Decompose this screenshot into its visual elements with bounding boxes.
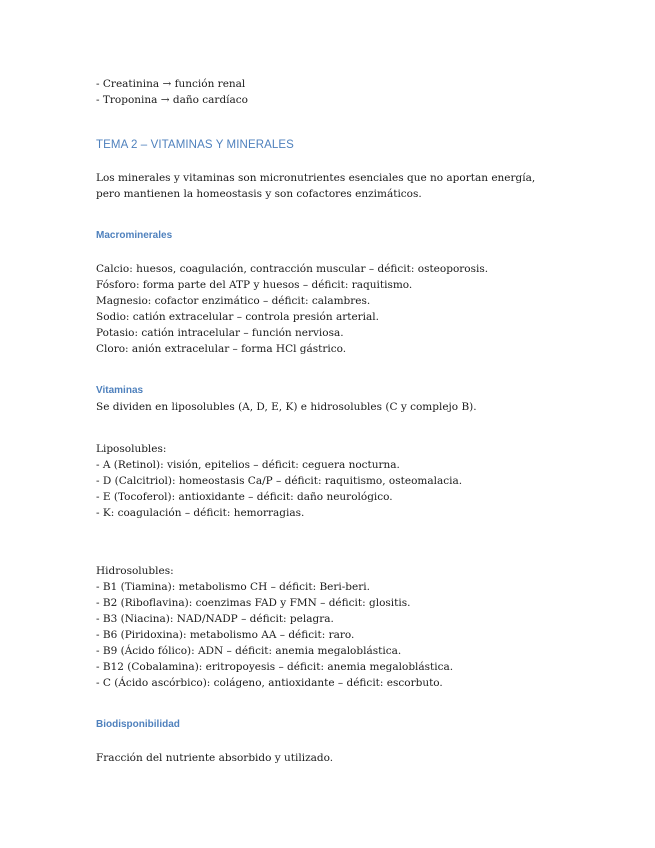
list-item: Potasio: catión intracelular – función nerviosa.: [96, 327, 344, 339]
hidrosolubles-section: [96, 563, 453, 691]
list-item: - Creatinina → función renal: [96, 78, 246, 90]
list-item: - B12 (Cobalamina): eritropoyesis – déficit: anemia megaloblástica.: [96, 661, 454, 673]
paragraph-line: Los minerales y vitaminas son micronutrientes esenciales que no aportan energía,: [96, 172, 536, 184]
list-item: - B6 (Piridoxina): metabolismo AA – déficit: raro.: [96, 629, 355, 641]
section-title: TEMA 2 – VITAMINAS Y MINERALES: [96, 139, 294, 151]
list-item: - B3 (Niacina): NAD/NADP – déficit: pelagra.: [96, 613, 334, 625]
hidrosolubles-heading: Hidrosolubles:: [96, 565, 174, 577]
list-item: - B1 (Tiamina): metabolismo CH – déficit: Beri-beri.: [96, 581, 370, 593]
list-item: Calcio: huesos, coagulación, contracción muscular – déficit: osteoporosis.: [96, 263, 489, 275]
list-item: - Troponina → daño cardíaco: [96, 94, 248, 106]
list-item: - E (Tocoferol): antioxidante – déficit: daño neurológico.: [96, 491, 393, 503]
list-item: Cloro: anión extracelular – forma HCl gástrico.: [96, 343, 347, 355]
list-item: - B2 (Riboflavina): coenzimas FAD y FMN – déficit: glositis.: [96, 597, 411, 609]
intro-list: [96, 76, 248, 108]
list-item: - A (Retinol): visión, epitelios – déficit: ceguera nocturna.: [96, 459, 400, 471]
vitaminas-heading: Vitaminas: [96, 385, 144, 396]
list-item: - D (Calcitriol): homeostasis Ca/P – déficit: raquitismo, osteomalacia.: [96, 475, 463, 487]
list-item: - B9 (Ácido fólico): ADN – déficit: anemia megaloblástica.: [96, 645, 402, 657]
biodisponibilidad-text: Fracción del nutriente absorbido y utilizado.: [96, 752, 334, 764]
liposolubles-section: [96, 441, 462, 521]
macrominerales-list: [96, 261, 488, 357]
list-item: Magnesio: cofactor enzimático – déficit: calambres.: [96, 295, 371, 307]
biodisponibilidad-heading: Biodisponibilidad: [96, 719, 180, 730]
list-item: Sodio: catión extracelular – controla presión arterial.: [96, 311, 379, 323]
vitaminas-summary: Se dividen en liposolubles (A, D, E, K) e hidrosolubles (C y complejo B).: [96, 401, 477, 413]
list-item: - K: coagulación – déficit: hemorragias.: [96, 507, 305, 519]
paragraph-line: pero mantienen la homeostasis y son cofactores enzimáticos.: [96, 188, 422, 200]
list-item: - C (Ácido ascórbico): colágeno, antioxidante – déficit: escorbuto.: [96, 677, 443, 689]
intro-paragraph: [96, 170, 535, 202]
list-item: Fósforo: forma parte del ATP y huesos – déficit: raquitismo.: [96, 279, 413, 291]
macrominerales-heading: Macrominerales: [96, 230, 173, 241]
liposolubles-heading: Liposolubles:: [96, 443, 167, 455]
